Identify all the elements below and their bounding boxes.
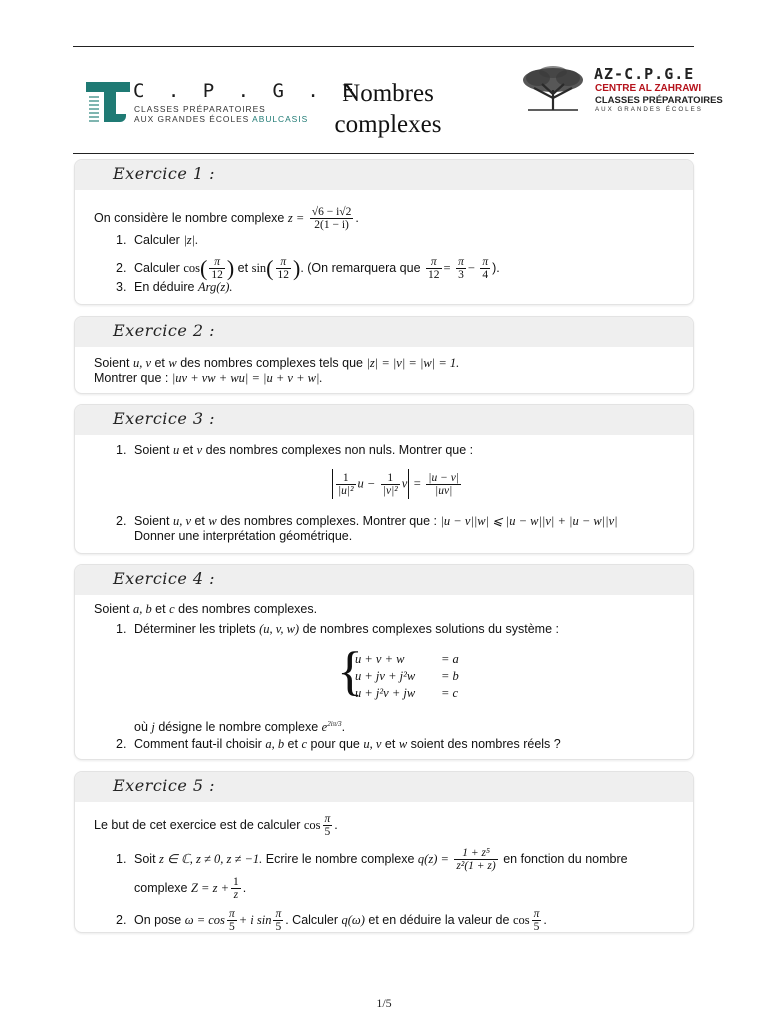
- exercise-2: [74, 316, 694, 394]
- exercise-1-item-1: 1. Calculer |z|.: [116, 233, 199, 247]
- exercise-5-item-2: 2. On pose ω = cos $\frac{\pi}{5}$ + i sin $\frac{\pi}{5}$ . Calculer q(ω) et en déduire la valeur de cos $\frac{\pi}{5}$ .: [116, 908, 547, 933]
- exercise-4-intro: Soient a, b et c des nombres complexes.: [94, 602, 318, 616]
- tree-logo-icon: [520, 66, 586, 112]
- az-subtitle-1: CLASSES PRÉPARATOIRES: [595, 95, 723, 106]
- exercise-3-item-1: 1. Soient u et v des nombres complexes non nuls. Montrer que :: [116, 443, 474, 457]
- exercise-3-equation: $\frac{1}{\text{|u|²}}$ u − $\frac{1}{\text{|v|²}}$ v = $\frac{|u - v|}{|uv|}$: [331, 469, 463, 499]
- cpge-logo: [86, 80, 360, 128]
- exercise-1-item-2: 2. Calculer cos( $\frac{\pi}{12}$ ) et sin( $\frac{\pi}{12}$ ). (On remarquera que $\frac{\pi}{12}$ = $\frac{\pi}{3}$ − $\frac{\pi}{4}$ ).: [116, 255, 500, 281]
- exercise-3-header: Exercice 3 :: [75, 405, 693, 435]
- exercise-5-header: Exercice 5 :: [75, 772, 693, 802]
- exercise-1-item-3: 3. En déduire Arg(z).: [116, 280, 233, 294]
- exercise-5-item-1-line-2: complexe Z = z + $\frac{1}{z}$ .: [134, 876, 247, 901]
- system-row-1: u + v + w: [355, 652, 405, 666]
- exercise-1: [74, 159, 694, 305]
- exercise-1-intro: On considère le nombre complexe z = $\frac{√6 - i√2}{2(1 - i)}$ .: [94, 206, 359, 231]
- exercise-2-header: Exercice 2 :: [75, 317, 693, 347]
- az-subtitle-2: AUX GRANDES ÉCOLES: [595, 106, 703, 113]
- page-number: 1/5: [376, 996, 392, 1010]
- exercise-4-header: Exercice 4 :: [75, 565, 693, 595]
- system-row-3-rhs: = c: [441, 686, 459, 700]
- exercise-2-line-2: Montrer que : |uv + vw + wu| = |u + v + w|.: [94, 371, 323, 385]
- cpge-title: C . P . G . E: [133, 80, 360, 102]
- az-center-name: CENTRE AL ZAHRAWI: [595, 83, 702, 94]
- system-row-3: u + j²v + jw: [355, 686, 416, 700]
- exercise-4: Exercice 4 : Soient a, b et c des nombres complexes. 1. Déterminer les triplets (u, v, w) de nombres complexes solutions du système : { u + v + w = a u + jv + j²w = b u + j²v + jw = c où j désigne le nombre complexe $e^{2i\pi/3}$. 2. Comment faut-il choisir a, b et c pour que u, v et w soient des nombres réels ?: [74, 564, 694, 760]
- exercise-3: [74, 404, 694, 554]
- header-rule: [73, 153, 694, 154]
- exercise-4-item-1: 1. Déterminer les triplets (u, v, w) de nombres complexes solutions du système :: [116, 622, 559, 636]
- exercise-3-item-2-line-2: Donner une interprétation géométrique.: [134, 529, 353, 543]
- exercise-5: [74, 771, 694, 933]
- exercise-1-header: Exercice 1 :: [75, 160, 693, 190]
- system-row-2: u + jv + j²w: [355, 669, 416, 683]
- exercise-4-item-2: 2. Comment faut-il choisir a, b et c pour que u, v et w soient des nombres réels ?: [116, 737, 561, 751]
- exercise-4-note: où j désigne le nombre complexe $e^{2i\pi/3}$.: [134, 720, 346, 735]
- top-rule: [73, 46, 694, 47]
- cpge-t-logo-icon: [86, 82, 130, 126]
- page-title: Nombres complexes: [334, 80, 442, 138]
- system-row-1-rhs: = a: [441, 652, 459, 666]
- az-title: AZ-C.P.G.E: [594, 65, 695, 83]
- system-row-2-rhs: = b: [441, 669, 459, 683]
- cpge-subtitle: CLASSES PRÉPARATOIRES AUX GRANDES ÉCOLES ABULCASIS: [134, 104, 309, 124]
- exercise-3-item-2: 2. Soient u, v et w des nombres complexes. Montrer que : |u − v||w| ⩽ |u − w||v| + |u − w||v|: [116, 514, 618, 528]
- exercise-5-intro: Le but de cet exercice est de calculer cos $\frac{\pi}{5}$ .: [94, 813, 338, 838]
- az-cpge-logo: [520, 65, 723, 113]
- exercise-2-line-1: Soient u, v et w des nombres complexes tels que |z| = |v| = |w| = 1.: [94, 356, 460, 370]
- exercise-5-item-1: 1. Soit z ∈ ℂ, z ≠ 0, z ≠ −1. Ecrire le nombre complexe q(z) = $\frac{\text{1 + z⁵}}{\text{z²(1 + z)}}$ en fonction du nombre: [116, 847, 628, 872]
